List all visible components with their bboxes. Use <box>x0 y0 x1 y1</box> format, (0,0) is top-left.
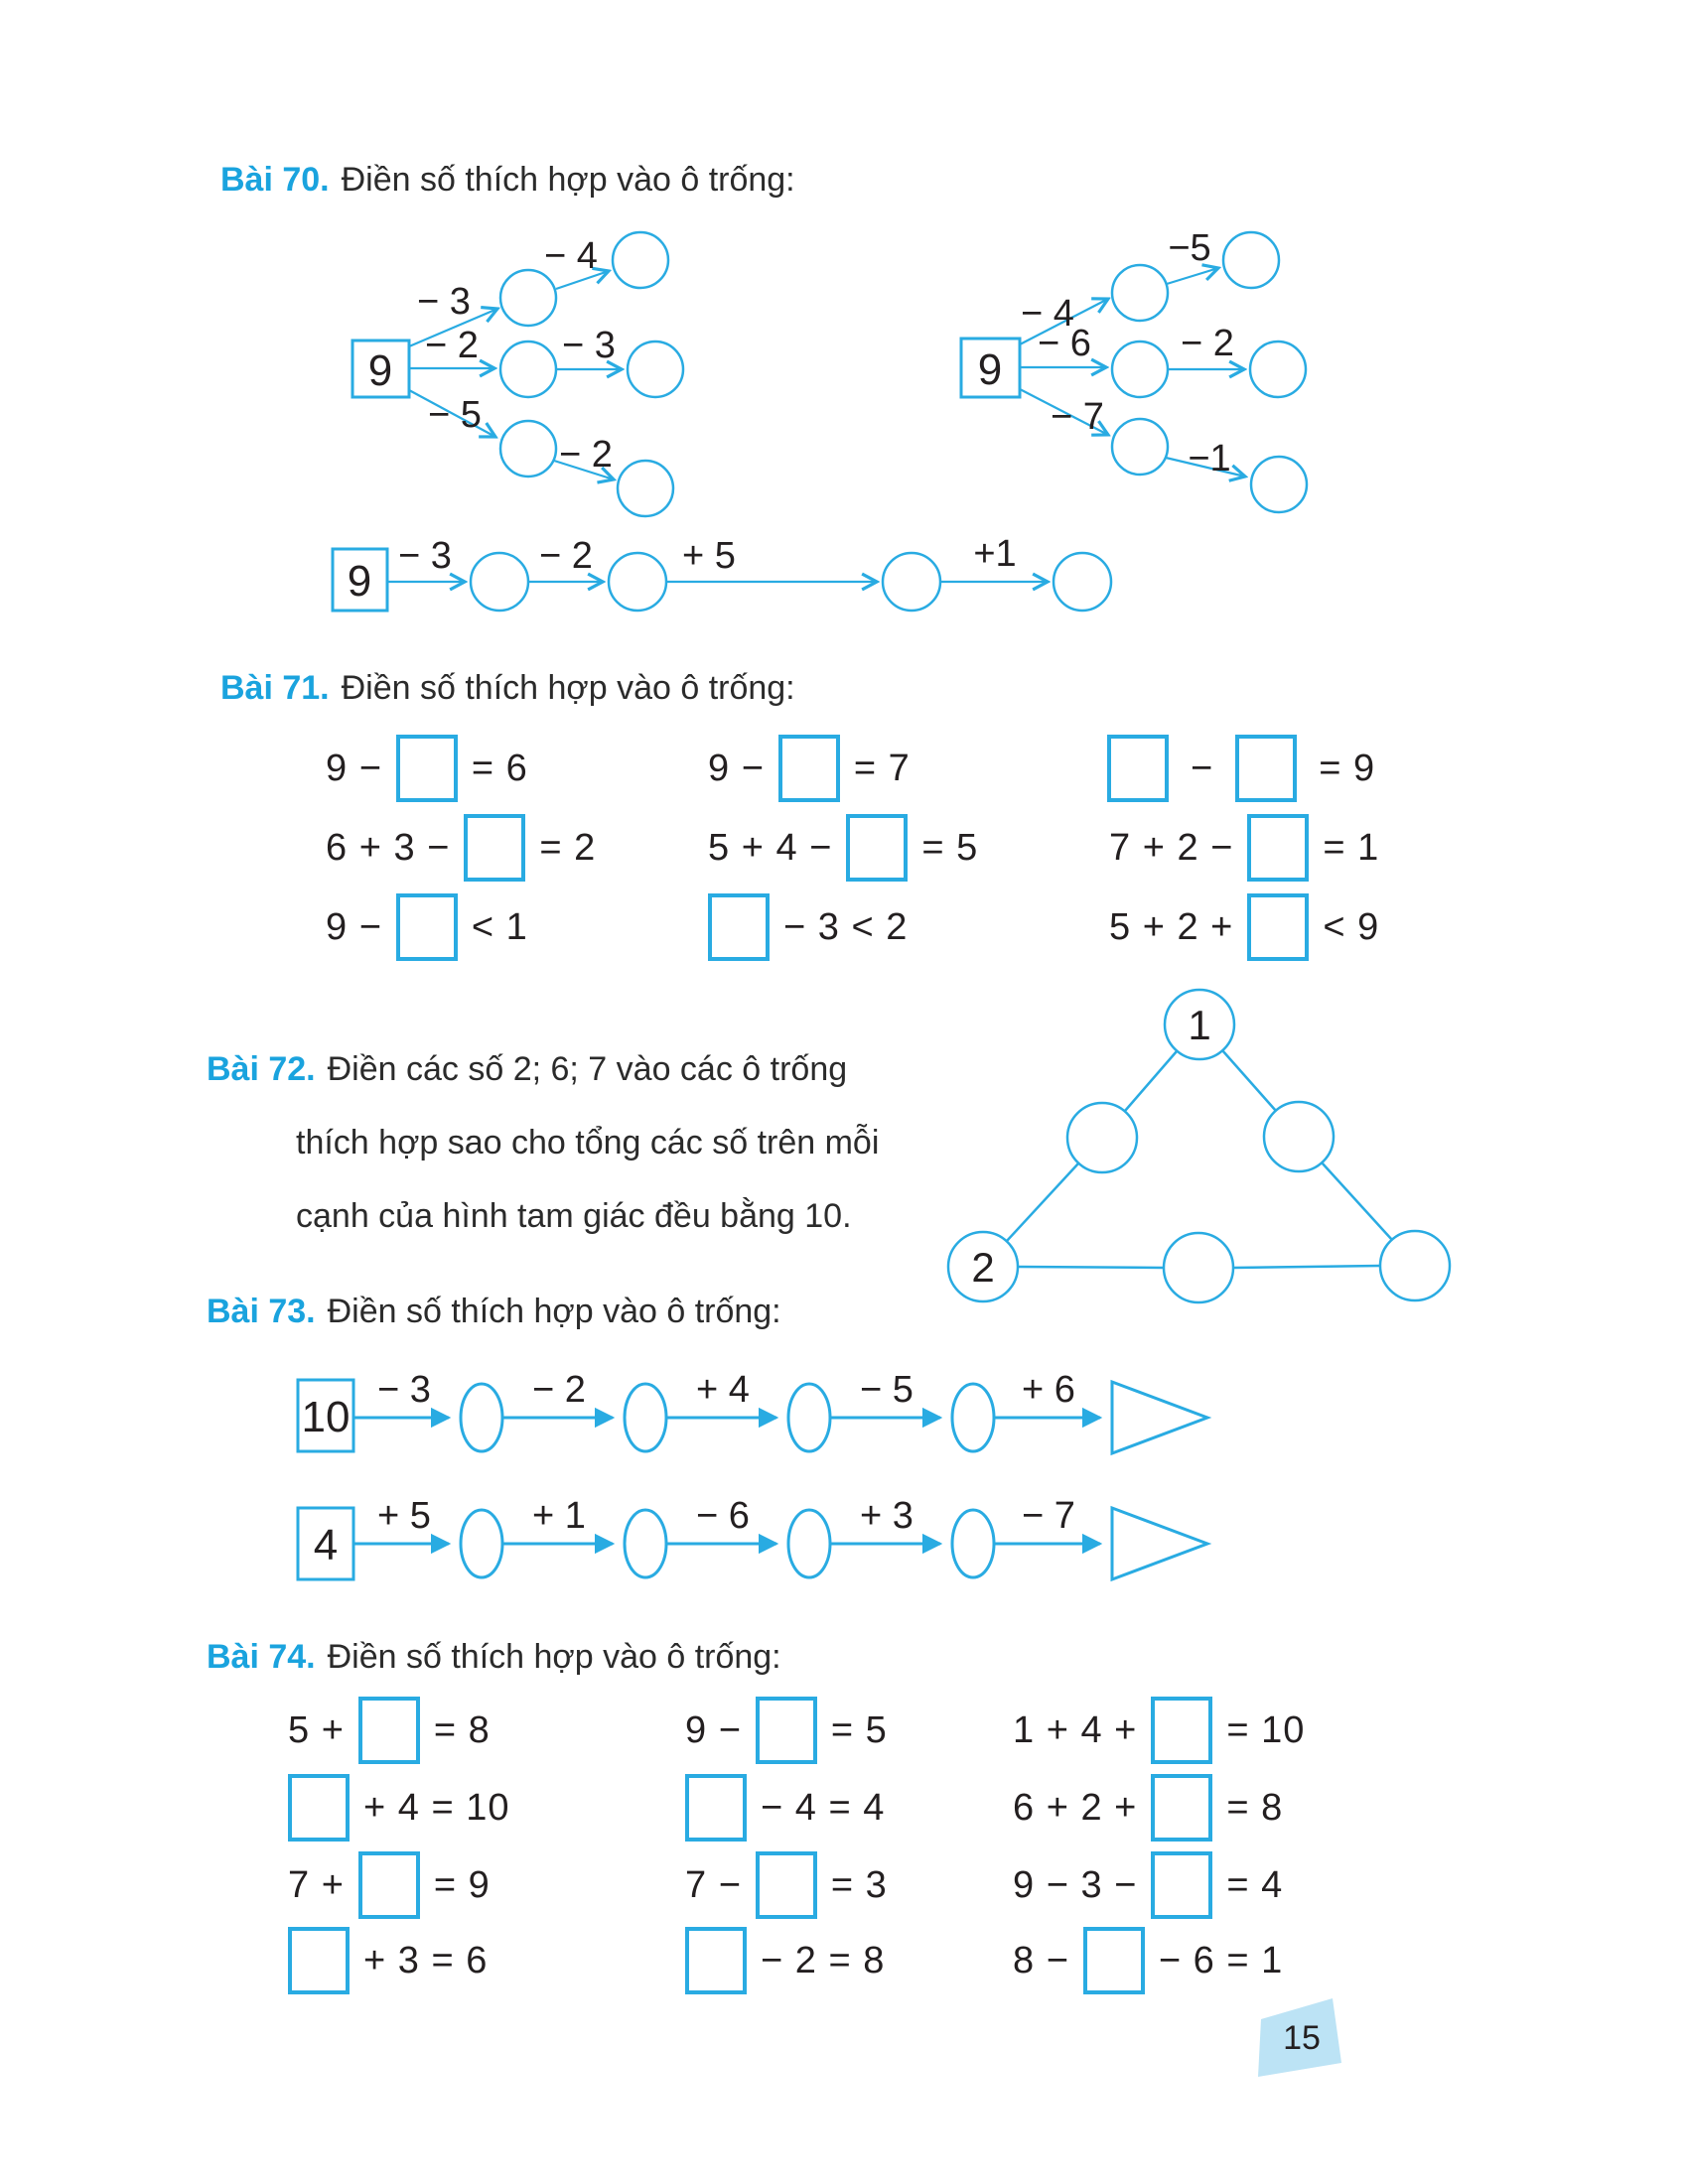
equation-text: = 7 <box>853 747 911 789</box>
equation-text: 6 + 2 + <box>1013 1786 1138 1829</box>
answer-circle[interactable] <box>625 1384 666 1451</box>
answer-circle[interactable] <box>788 1384 830 1451</box>
answer-circle[interactable] <box>461 1510 502 1577</box>
answer-box[interactable] <box>288 1927 350 1994</box>
equation <box>1013 1698 1305 1763</box>
answer-circle[interactable] <box>1250 341 1306 397</box>
answer-circle[interactable] <box>788 1510 830 1577</box>
equation-text: = 9 <box>433 1863 491 1906</box>
equation <box>288 1698 491 1763</box>
answer-box[interactable] <box>1235 735 1297 802</box>
answer-box[interactable] <box>756 1851 817 1919</box>
op-label: + 5 <box>682 535 736 577</box>
start-number: 9 <box>977 345 1003 394</box>
equation-text: − <box>1191 747 1214 789</box>
answer-circle[interactable] <box>500 341 556 397</box>
op-label: − 2 <box>425 325 479 366</box>
equation <box>1013 1928 1283 1993</box>
equation-text: 1 + 4 + <box>1013 1708 1138 1751</box>
op-label: + 1 <box>532 1495 586 1537</box>
answer-circle[interactable] <box>628 341 683 397</box>
exercise-73-diagram <box>288 1370 1221 1593</box>
equation <box>326 894 528 960</box>
op-label: + 6 <box>1022 1369 1075 1411</box>
equation-text: 5 + 2 + <box>1109 905 1234 948</box>
answer-circle[interactable] <box>952 1384 994 1451</box>
op-label: − 6 <box>696 1495 750 1537</box>
op-label: − 3 <box>417 281 471 323</box>
op-label: − 2 <box>1181 323 1234 364</box>
equation-text: − 6 = 1 <box>1158 1939 1284 1981</box>
start-number: 9 <box>347 557 372 606</box>
op-label: − 7 <box>1022 1495 1075 1537</box>
exercise-70-prompt: Điền số thích hợp vào ô trống: <box>341 161 795 199</box>
edge-line <box>1222 1050 1276 1111</box>
answer-box[interactable] <box>1107 735 1169 802</box>
answer-box[interactable] <box>685 1927 747 1994</box>
equation-text: = 5 <box>921 826 979 869</box>
answer-circle[interactable] <box>952 1510 994 1577</box>
equation <box>1109 894 1379 960</box>
answer-box[interactable] <box>288 1774 350 1842</box>
equation-text: − 3 < 2 <box>783 905 909 948</box>
answer-circle[interactable] <box>613 232 668 288</box>
answer-box[interactable] <box>1083 1927 1145 1994</box>
edge-line <box>1233 1266 1380 1268</box>
equation-text: 9 − <box>685 1708 742 1751</box>
answer-box[interactable] <box>1247 814 1309 882</box>
exercise-74-heading <box>207 1636 781 1679</box>
answer-circle[interactable] <box>625 1510 666 1577</box>
exercise-72-heading <box>207 1048 847 1091</box>
op-label: + 3 <box>860 1495 914 1537</box>
equation-text: 7 + <box>288 1863 345 1906</box>
result-triangle[interactable] <box>1112 1382 1207 1453</box>
equation-text: = 2 <box>539 826 597 869</box>
start-number: 10 <box>301 1393 351 1441</box>
answer-circle[interactable] <box>1164 1233 1233 1302</box>
answer-box[interactable] <box>708 893 770 961</box>
answer-circle[interactable] <box>1112 341 1168 397</box>
equation <box>1107 736 1375 801</box>
exercise-70-label: Bài 70. <box>220 161 330 199</box>
answer-circle[interactable] <box>618 461 673 516</box>
exercise-74-prompt: Điền số thích hợp vào ô trống: <box>327 1638 781 1676</box>
answer-circle[interactable] <box>461 1384 502 1451</box>
exercise-70-diagram <box>298 223 1390 650</box>
equation-text: 9 − <box>708 747 765 789</box>
answer-circle[interactable] <box>500 421 556 477</box>
equation <box>288 1928 488 1993</box>
answer-box[interactable] <box>685 1774 747 1842</box>
equation <box>288 1852 491 1918</box>
edge-line <box>1007 1163 1078 1241</box>
op-label: − 2 <box>539 535 593 577</box>
equation-text: − 2 = 8 <box>761 1939 886 1981</box>
answer-circle[interactable] <box>1067 1103 1137 1172</box>
equation-text: = 4 <box>1226 1863 1284 1906</box>
answer-box[interactable] <box>846 814 908 882</box>
exercise-72-label: Bài 72. <box>207 1050 316 1088</box>
page-number-badge <box>1253 1993 1352 2085</box>
arrow <box>1167 268 1218 284</box>
exercise-74-label: Bài 74. <box>207 1638 316 1676</box>
answer-box[interactable] <box>358 1697 420 1764</box>
op-label: − 6 <box>1038 323 1091 364</box>
op-label: − 2 <box>559 434 613 476</box>
triangle-node-value: 2 <box>971 1244 995 1291</box>
answer-circle[interactable] <box>500 270 556 326</box>
equation-text: 8 − <box>1013 1939 1069 1981</box>
op-label: +1 <box>973 533 1017 575</box>
op-label: − 4 <box>544 235 598 277</box>
op-label: − 5 <box>428 394 482 436</box>
equation-text: 7 − <box>685 1863 742 1906</box>
op-label: − 3 <box>398 535 452 577</box>
op-label: − 2 <box>532 1369 586 1411</box>
answer-box[interactable] <box>464 814 525 882</box>
exercise-72-triangle-diagram <box>933 978 1475 1315</box>
exercise-71-heading <box>220 667 795 710</box>
answer-circle[interactable] <box>1112 265 1168 321</box>
equation <box>326 815 596 881</box>
answer-circle[interactable] <box>609 553 666 611</box>
equation-text: 6 + 3 − <box>326 826 451 869</box>
edge-line <box>1322 1162 1392 1240</box>
equation-text: 9 − <box>326 747 382 789</box>
result-triangle[interactable] <box>1112 1508 1207 1579</box>
equation-text: 7 + 2 − <box>1109 826 1234 869</box>
equation-text: = 8 <box>433 1708 491 1751</box>
answer-circle[interactable] <box>471 553 528 611</box>
op-label: −5 <box>1168 227 1211 269</box>
equation-text: 5 + <box>288 1708 345 1751</box>
answer-circle[interactable] <box>1054 553 1111 611</box>
equation-text: 9 − 3 − <box>1013 1863 1138 1906</box>
equation <box>685 1852 888 1918</box>
answer-box[interactable] <box>1247 893 1309 961</box>
exercise-70-heading <box>220 159 795 202</box>
answer-box[interactable] <box>396 893 458 961</box>
equation <box>708 894 908 960</box>
exercise-72-prompt-line2: thích hợp sao cho tổng các số trên mỗi <box>296 1124 880 1161</box>
equation <box>685 1928 885 1993</box>
equation-text: = 6 <box>471 747 528 789</box>
equation-text: < 1 <box>471 905 528 948</box>
answer-circle[interactable] <box>1112 419 1168 475</box>
op-label: − 3 <box>562 325 616 366</box>
equation-text: = 9 <box>1319 747 1376 789</box>
exercise-73-prompt: Điền số thích hợp vào ô trống: <box>327 1293 781 1330</box>
equation-text: = 10 <box>1226 1708 1306 1751</box>
equation <box>708 736 911 801</box>
equation <box>288 1775 509 1841</box>
equation-text: = 5 <box>830 1708 888 1751</box>
op-label: − 5 <box>860 1369 914 1411</box>
exercise-72-prompt-line1: Điền các số 2; 6; 7 vào các ô trống <box>327 1050 848 1088</box>
answer-circle[interactable] <box>1380 1231 1450 1300</box>
answer-box[interactable] <box>1151 1774 1212 1842</box>
answer-circle[interactable] <box>883 553 940 611</box>
answer-circle[interactable] <box>1251 457 1307 512</box>
equation-text: 5 + 4 − <box>708 826 833 869</box>
answer-circle[interactable] <box>1264 1102 1334 1171</box>
equation-text: < 9 <box>1323 905 1380 948</box>
op-label: − 3 <box>377 1369 431 1411</box>
answer-box[interactable] <box>756 1697 817 1764</box>
equation <box>1013 1775 1283 1841</box>
equation <box>685 1698 888 1763</box>
start-number: 9 <box>367 346 393 395</box>
equation-text: = 1 <box>1323 826 1380 869</box>
equation <box>1109 815 1379 881</box>
start-number: 4 <box>313 1521 339 1570</box>
equation-text: = 3 <box>830 1863 888 1906</box>
equation-text: = 8 <box>1226 1786 1284 1829</box>
exercise-72-prompt-line3: cạnh của hình tam giác đều bằng 10. <box>296 1197 852 1235</box>
answer-box[interactable] <box>358 1851 420 1919</box>
equation <box>1013 1852 1283 1918</box>
answer-box[interactable] <box>778 735 840 802</box>
equation <box>685 1775 885 1841</box>
op-label: − 7 <box>1051 396 1104 438</box>
exercise-71-prompt: Điền số thích hợp vào ô trống: <box>341 669 795 707</box>
edge-line <box>1125 1051 1177 1111</box>
equation-text: 9 − <box>326 905 382 948</box>
triangle-node-value: 1 <box>1188 1002 1211 1048</box>
answer-circle[interactable] <box>1223 232 1279 288</box>
answer-box[interactable] <box>1151 1851 1212 1919</box>
answer-box[interactable] <box>396 735 458 802</box>
equation <box>708 815 978 881</box>
op-label: + 4 <box>696 1369 750 1411</box>
exercise-73-heading <box>207 1291 781 1333</box>
answer-box[interactable] <box>1151 1697 1212 1764</box>
equation-text: − 4 = 4 <box>761 1786 886 1829</box>
op-label: −1 <box>1188 438 1231 479</box>
equation <box>326 736 528 801</box>
equation-text: + 4 = 10 <box>363 1786 510 1829</box>
page-number: 15 <box>1283 2019 1321 2057</box>
op-label: + 5 <box>377 1495 431 1537</box>
op-label: − 4 <box>1021 293 1074 335</box>
edge-line <box>1018 1267 1164 1268</box>
exercise-73-label: Bài 73. <box>207 1293 316 1330</box>
exercise-71-label: Bài 71. <box>220 669 330 707</box>
equation-text: + 3 = 6 <box>363 1939 489 1981</box>
